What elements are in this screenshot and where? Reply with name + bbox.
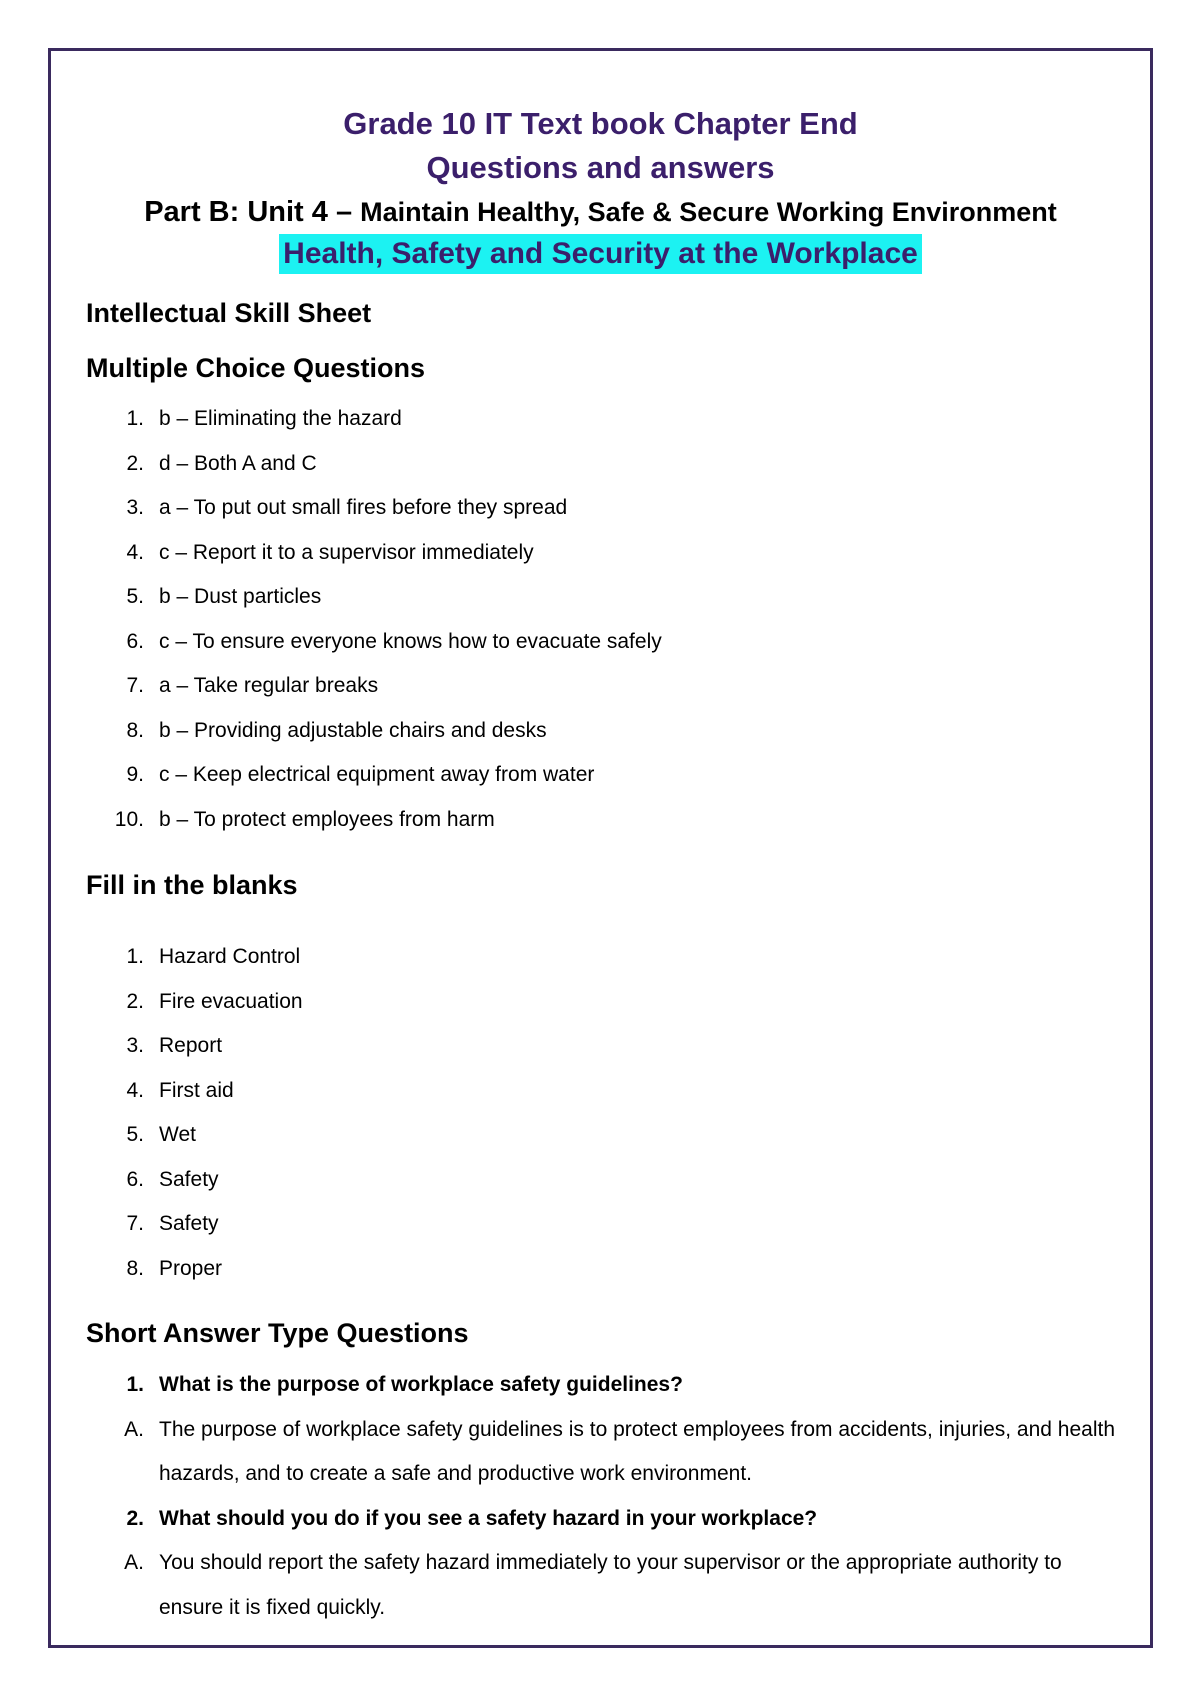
list-item	[86, 935, 1126, 980]
answer-item	[86, 1408, 1126, 1497]
list-item	[86, 1158, 1126, 1203]
section-heading-fill: Fill in the blanks	[86, 870, 298, 900]
item-number: 8.	[126, 1256, 144, 1280]
item-number: 2.	[126, 451, 144, 475]
item-number: 3.	[126, 496, 144, 519]
item-text: Proper	[159, 1256, 223, 1280]
list-item	[86, 1247, 1126, 1292]
title-line-2: Questions and answers	[426, 150, 775, 185]
item-number: 7.	[126, 1212, 144, 1235]
list-item	[86, 664, 1126, 709]
item-text: a – To put out small fires before they spread	[159, 496, 568, 519]
item-text: Safety	[159, 1167, 219, 1191]
answer-label: A.	[124, 1417, 144, 1441]
item-text: c – Report it to a supervisor immediately	[159, 540, 534, 564]
answer-item	[86, 1541, 1126, 1630]
item-number: 9.	[126, 763, 144, 786]
highlighted-topic-title: Health, Safety and Security at the Workplace	[279, 234, 922, 274]
mcq-answer-list	[86, 397, 1126, 842]
list-item	[86, 980, 1126, 1025]
unit-title: Maintain Healthy, Safe & Secure Working Environment	[360, 197, 1057, 227]
item-text: Hazard Control	[159, 945, 301, 968]
item-text: b – Providing adjustable chairs and desks	[159, 718, 547, 742]
question-text: What is the purpose of workplace safety guidelines?	[159, 1373, 683, 1396]
fill-blanks-answer-list	[86, 935, 1126, 1291]
item-text: a – Take regular breaks	[159, 674, 379, 697]
item-number: 10.	[114, 807, 144, 831]
list-item	[86, 486, 1126, 531]
item-text: Report	[159, 1034, 223, 1057]
question-number: 1.	[126, 1373, 144, 1396]
item-number: 1.	[126, 945, 144, 968]
item-text: First aid	[159, 1078, 234, 1102]
list-item	[86, 397, 1126, 442]
list-item	[86, 1202, 1126, 1247]
item-number: 5.	[126, 585, 144, 608]
section-heading-intellectual: Intellectual Skill Sheet	[86, 298, 372, 328]
item-number: 6.	[126, 629, 144, 653]
item-number: 6.	[126, 1167, 144, 1191]
item-text: c – To ensure everyone knows how to evacuate safely	[159, 629, 662, 653]
question-number: 2.	[126, 1506, 144, 1530]
list-item	[86, 442, 1126, 487]
section-heading-short-answer: Short Answer Type Questions	[86, 1318, 469, 1348]
list-item	[86, 575, 1126, 620]
question-item	[86, 1363, 1126, 1408]
document-header	[48, 102, 1153, 274]
item-text: d – Both A and C	[159, 451, 317, 475]
item-number: 3.	[126, 1034, 144, 1057]
answer-text: The purpose of workplace safety guidelines is to protect employees from accidents, injuries, and health hazards, and to create a safe and productive work environment.	[159, 1417, 1116, 1485]
item-number: 2.	[126, 989, 144, 1013]
list-item	[86, 753, 1126, 798]
question-text: What should you do if you see a safety hazard in your workplace?	[159, 1506, 818, 1530]
item-text: b – To protect employees from harm	[159, 807, 495, 831]
list-item	[86, 620, 1126, 665]
answer-text: You should report the safety hazard immediately to your supervisor or the appropriate authority to ensure it is fixed quickly.	[159, 1551, 1062, 1619]
unit-line	[48, 190, 1153, 234]
unit-prefix: Part B: Unit 4 –	[144, 196, 361, 228]
item-number: 5.	[126, 1123, 144, 1146]
list-item	[86, 709, 1126, 754]
list-item	[86, 531, 1126, 576]
item-number: 4.	[126, 1078, 144, 1102]
list-item	[86, 1024, 1126, 1069]
item-text: Wet	[159, 1123, 196, 1146]
list-item	[86, 798, 1126, 843]
item-number: 8.	[126, 718, 144, 742]
item-number: 1.	[126, 407, 144, 430]
title-line-1: Grade 10 IT Text book Chapter End	[343, 106, 858, 141]
item-text: Safety	[159, 1212, 219, 1235]
question-item	[86, 1497, 1126, 1542]
item-text: Fire evacuation	[159, 989, 303, 1013]
item-text: b – Eliminating the hazard	[159, 407, 402, 430]
item-text: c – Keep electrical equipment away from water	[159, 763, 595, 786]
item-text: b – Dust particles	[159, 585, 322, 608]
item-number: 7.	[126, 674, 144, 697]
list-item	[86, 1069, 1126, 1114]
item-number: 4.	[126, 540, 144, 564]
short-answer-list	[86, 1363, 1126, 1630]
section-heading-mcq: Multiple Choice Questions	[86, 353, 426, 383]
list-item	[86, 1113, 1126, 1158]
answer-label: A.	[124, 1551, 144, 1574]
